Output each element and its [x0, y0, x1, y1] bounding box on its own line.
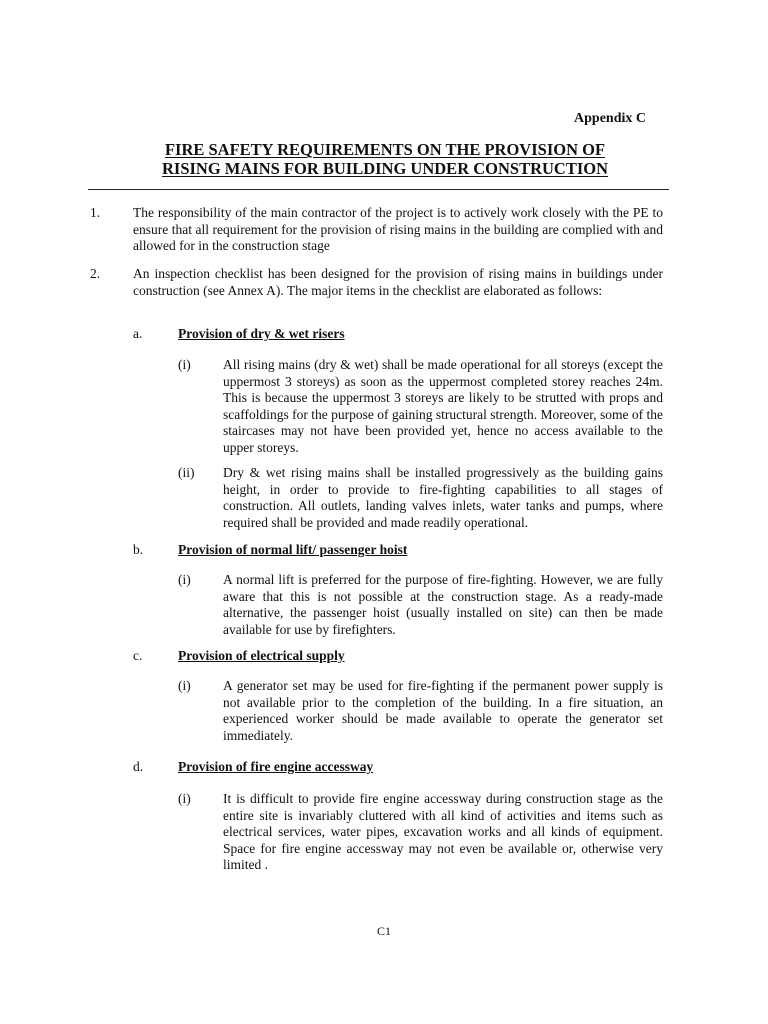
- point-text: A generator set may be used for fire-fighting if the permanent power supply is not available prior to the completion of the building. In a fire situation, an experienced worker should be made available to operate the generator set immediately.: [223, 678, 663, 743]
- item-number: 2.: [90, 266, 101, 281]
- item-text: An inspection checklist has been designed for the provision of rising mains in buildings under construction (see Annex A). The major items in the checklist are elaborated as follows:: [133, 266, 663, 298]
- section-heading: Provision of electrical supply: [178, 648, 345, 663]
- page-number: C1: [376, 924, 391, 938]
- point-label: (i): [178, 791, 191, 806]
- title-line-2: RISING MAINS FOR BUILDING UNDER CONSTRUCTION: [161, 159, 608, 178]
- appendix-label: Appendix C: [574, 111, 646, 126]
- point-text: A normal lift is preferred for the purpose of fire-fighting. However, we are fully aware that this is not possible at the construction stage. As a ready-made alternative, the passenger hoist (usually installed on site) can then be made available for use by firefighters.: [223, 572, 663, 637]
- section-letter: a.: [133, 326, 143, 341]
- point-label: (i): [178, 678, 191, 693]
- section-heading: Provision of normal lift/ passenger hoist: [178, 542, 408, 557]
- point-text: Dry & wet rising mains shall be installed progressively as the building gains height, in order to provide to fire-fighting capabilities to all stages of construction. All outlets, landing valves inlets, water tanks and pumps, where required shall be provided and made readily operational.: [223, 465, 663, 530]
- point-label: (i): [178, 357, 191, 372]
- section-letter: d.: [133, 759, 144, 774]
- horizontal-divider: [88, 189, 669, 190]
- point-text: All rising mains (dry & wet) shall be made operational for all storeys (except the uppermost 3 storeys) as soon as the uppermost completed storey reaches 24m. This is because the uppermost 3 storeys are likely to be strutted with props and scaffoldings for the purpose of gaining structural strength. Moreover, some of the staircases may not have been provided yet, hence no access available to the upper storeys.: [223, 357, 663, 455]
- section-letter: c.: [133, 648, 143, 663]
- point-text: It is difficult to provide fire engine accessway during construction stage as the entire site is invariably cluttered with all kind of activities and items such as electrical services, water pipes, excavation works and all kinds of equipment. Space for fire engine accessway may not even be available or, otherwise very limited .: [223, 791, 663, 872]
- title-line-1: FIRE SAFETY REQUIREMENTS ON THE PROVISION OF: [164, 140, 606, 159]
- point-label: (i): [178, 572, 191, 587]
- point-label: (ii): [178, 465, 195, 480]
- document-title: [90, 140, 680, 178]
- section-heading: Provision of fire engine accessway: [178, 759, 374, 774]
- item-number: 1.: [90, 205, 101, 220]
- section-heading: Provision of dry & wet risers: [178, 326, 345, 341]
- section-letter: b.: [133, 542, 144, 557]
- item-text: The responsibility of the main contractor of the project is to actively work closely with the PE to ensure that all requirement for the provision of rising mains in the building are complied with and allowed for in the construction stage: [133, 205, 663, 253]
